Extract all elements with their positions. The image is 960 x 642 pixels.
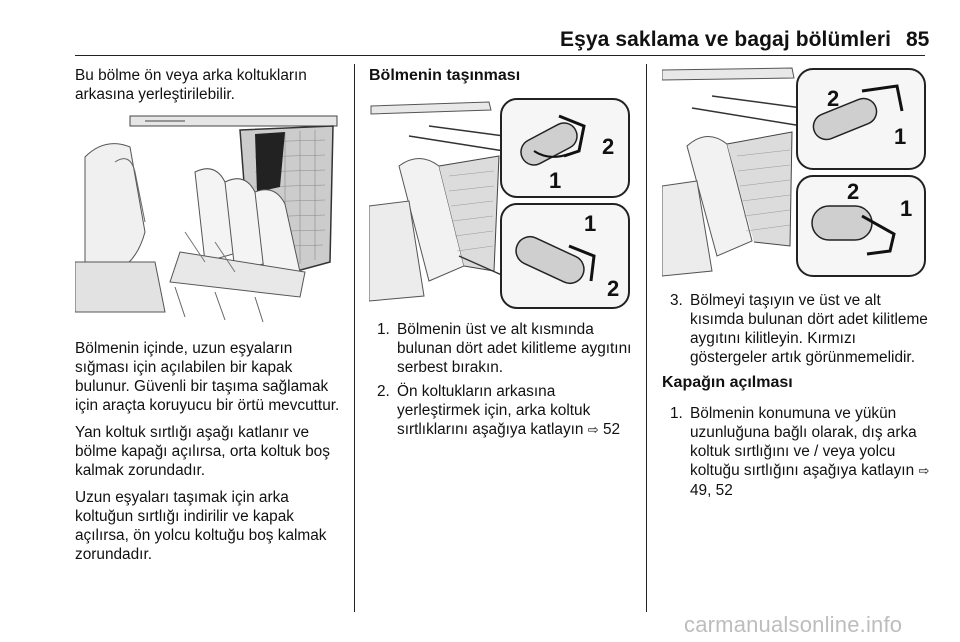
intro-paragraph: Bu bölme ön veya arka koltukların arkasına yerleştirilebilir.: [75, 67, 307, 103]
column-divider: [354, 64, 355, 612]
page-reference-link[interactable]: 52: [602, 421, 621, 438]
callout-number-top: 2: [827, 86, 840, 111]
callout-number-bottom: 2: [607, 276, 620, 301]
watermark: carmanualsonline.info: [684, 612, 903, 637]
step-item: 3. Bölmeyi taşıyın ve üst ve alt kısımda bulunan dört adet kilitleme aygıtını kilitleyin. Kırmızı göstergeler artık görünmemelidir.: [670, 292, 928, 366]
partition-locks-illustration: [369, 96, 634, 316]
step-item: 1. Bölmenin konumuna ve yükün uzunluğuna bağlı olarak, dış arka koltuk sırtlığını ve / veya yolcu koltuğu sırtlığını aşağıya katlayın ⇨ 49, 52: [670, 405, 930, 499]
left-column: [75, 66, 345, 112]
page-header-title: Eşya saklama ve bagaj bölümleri: [560, 28, 892, 51]
callout-number-bottom: 1: [900, 196, 913, 221]
callout-number-top: 2: [602, 134, 615, 159]
page-reference-arrow-icon: ⇨: [587, 423, 599, 438]
partition-seats-illustration: [75, 112, 340, 332]
page-number: 85: [906, 28, 930, 51]
partition-lock-detail-illustration: [662, 66, 927, 286]
page-reference-link[interactable]: 49, 52: [690, 482, 733, 499]
step-item: 1. Bölmenin üst ve alt kısmında bulunan dört adet kilitleme aygıtını serbest bırakın.: [377, 321, 632, 376]
left-column-body: [75, 339, 347, 572]
section-heading: Kapağın açılması: [662, 374, 793, 391]
body-paragraph: Yan koltuk sırtlığı aşağı katlanır ve bölme kapağı açılırsa, orta koltuk boş kalmak zorundadır.: [75, 424, 330, 479]
right-steps-2: [670, 404, 932, 505]
right-heading-wrap: [662, 373, 932, 393]
section-heading: Bölmenin taşınması: [369, 67, 521, 84]
middle-steps: [377, 320, 642, 445]
column-divider: [646, 64, 647, 612]
body-paragraph: Bölmenin içinde, uzun eşyaların sığması için açılabilen bir kapak bulunur. Güvenli bir taşıma sağlamak için araçta koruyucu bir örtü mevcuttur.: [75, 340, 340, 414]
header-rule: [75, 55, 925, 56]
page-reference-arrow-icon: ⇨: [918, 464, 930, 479]
callout-number-top: 1: [894, 124, 907, 149]
callout-number-top: 1: [549, 168, 562, 193]
middle-column-heading-wrap: [369, 66, 639, 86]
body-paragraph: Uzun eşyaları taşımak için arka koltuğun sırtlığı indirilir ve kapak açılırsa, ön yolcu koltuğu boş kalmak zorundadır.: [75, 489, 327, 563]
right-steps: [670, 291, 932, 372]
callout-number-bottom: 2: [847, 179, 860, 204]
callout-number-bottom: 1: [584, 211, 597, 236]
step-item: 2. Ön koltukların arkasına yerleştirmek için, arka koltuk sırtlıklarını aşağıya katlayın ⇨ 52: [377, 383, 621, 438]
